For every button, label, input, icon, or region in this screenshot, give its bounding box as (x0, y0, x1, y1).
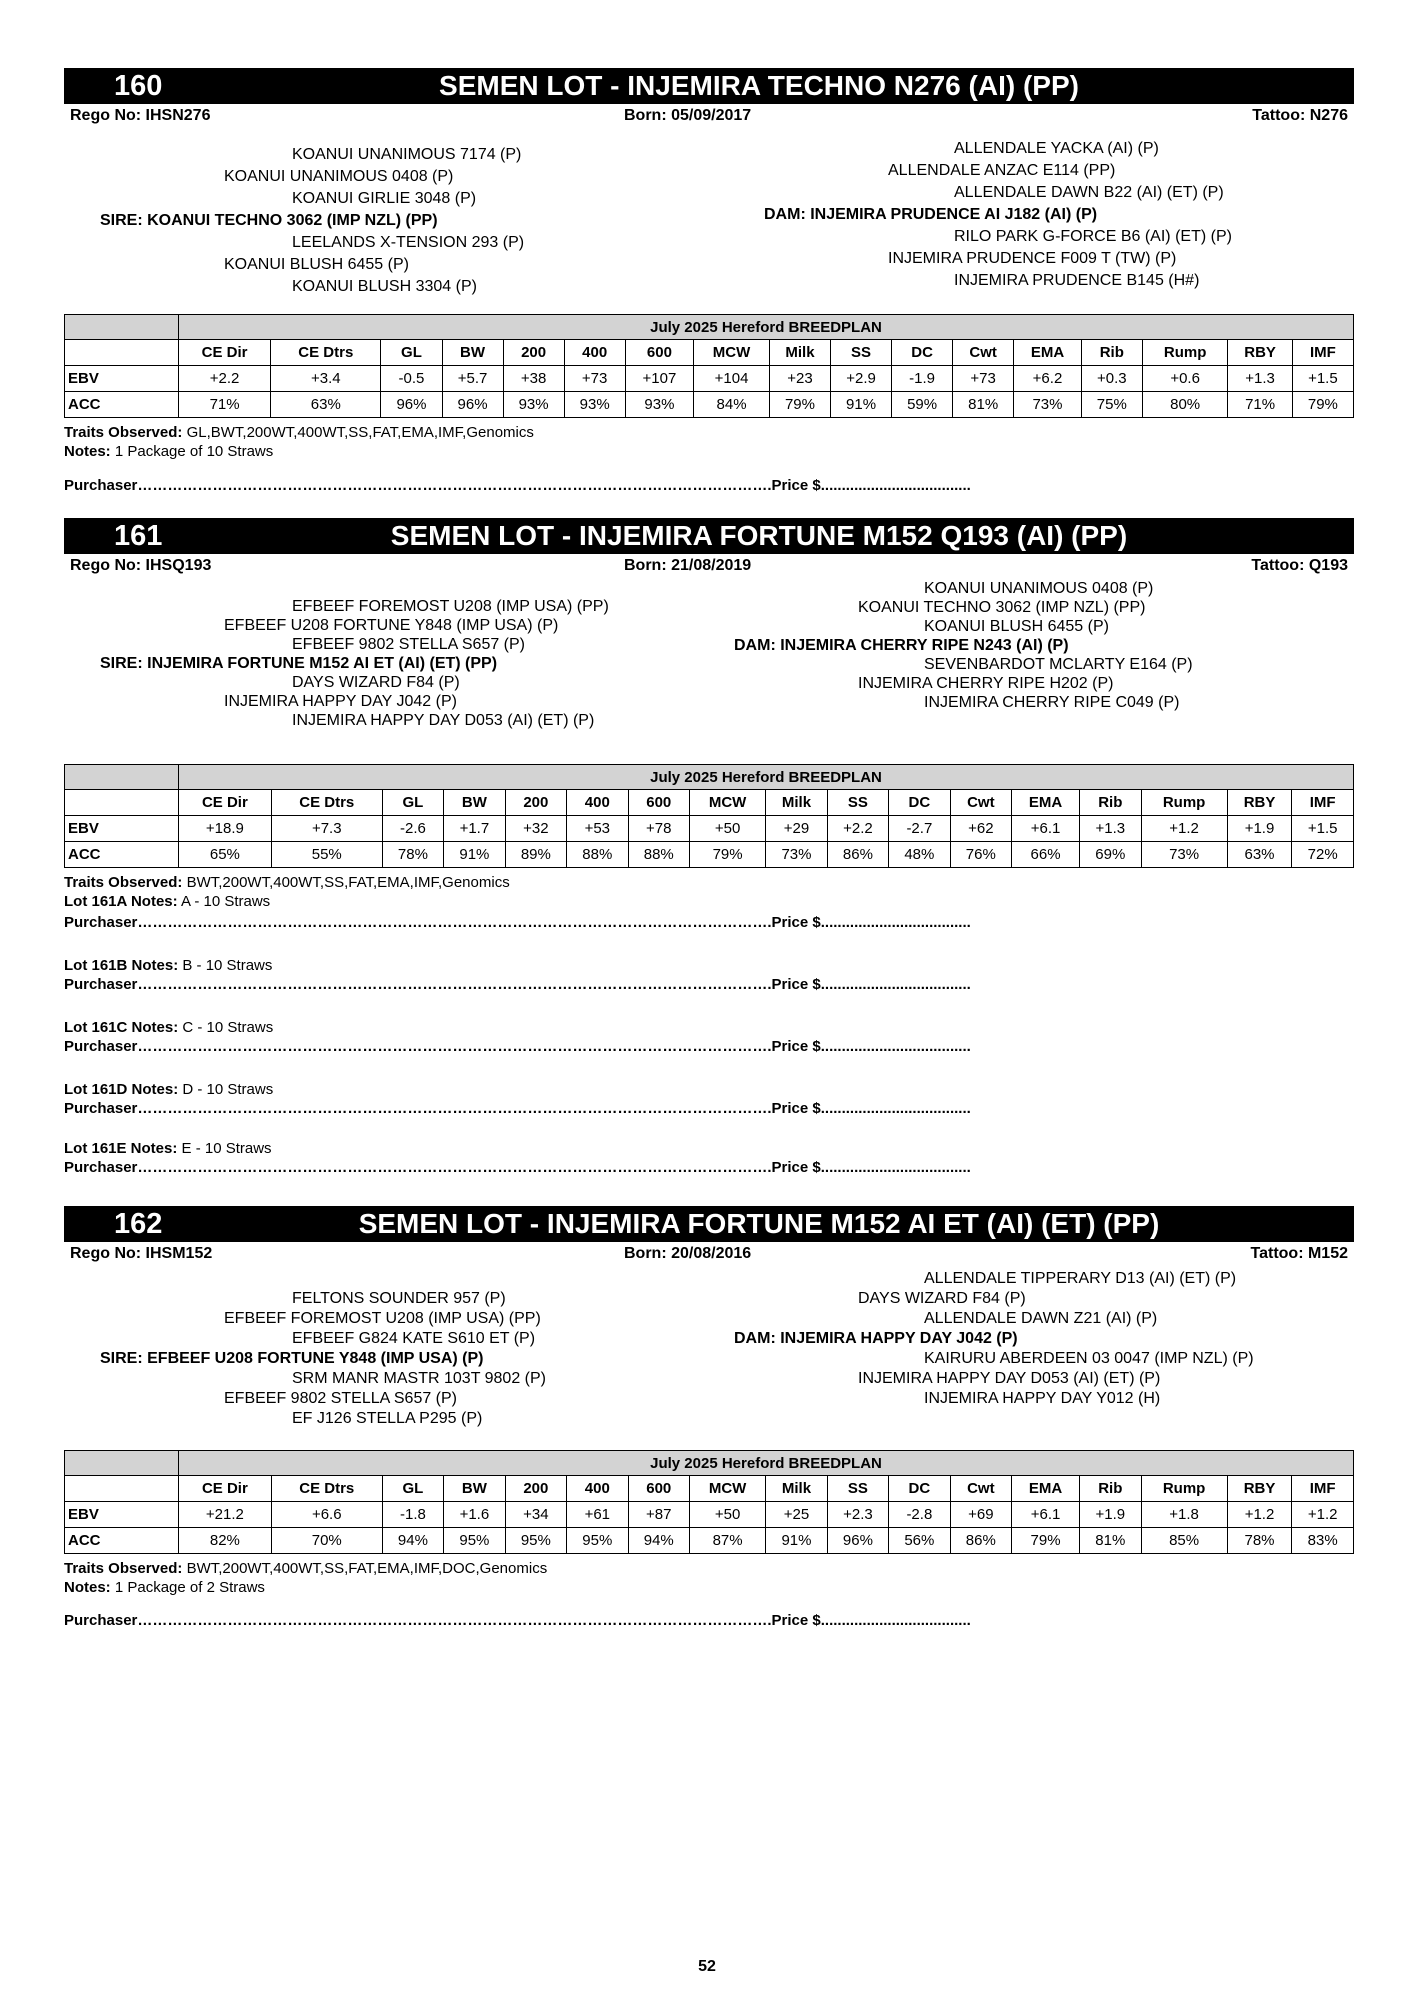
column-header-row (65, 1476, 1354, 1502)
sire-dam-sire: SRM MANR MASTR 103T 9802 (P) (292, 1370, 546, 1387)
lot-161 (64, 518, 1354, 1176)
acc-value: 79% (1012, 1528, 1080, 1554)
column-header: GL (382, 790, 443, 816)
column-header: CE Dir (179, 1476, 272, 1502)
acc-value: 55% (271, 842, 382, 868)
column-header: GL (381, 340, 442, 366)
acc-value: 76% (950, 842, 1011, 868)
sire-dam: EFBEEF 9802 STELLA S657 (P) (224, 1390, 458, 1407)
column-header: BW (442, 340, 503, 366)
acc-value: 80% (1142, 392, 1228, 418)
row-label: ACC (65, 842, 179, 868)
acc-value: 79% (1292, 392, 1353, 418)
blank-header (65, 340, 179, 366)
row-label: EBV (65, 816, 179, 842)
rego-number: Rego No: IHSQ193 (70, 557, 212, 574)
acc-row (65, 1528, 1354, 1554)
acc-value: 91% (766, 1528, 827, 1554)
column-header: Milk (766, 1476, 827, 1502)
ebv-value: -1.8 (382, 1502, 443, 1528)
notes: Notes: 1 Package of 2 Straws (64, 1579, 265, 1596)
corner-cell (65, 315, 179, 340)
acc-row (65, 842, 1354, 868)
ebv-value: +53 (567, 816, 628, 842)
purchaser-line: Purchaser……………………………………………………………………………………………………………….Price $.................................... (64, 1038, 971, 1055)
column-header: MCW (689, 1476, 765, 1502)
column-header: DC (889, 1476, 950, 1502)
sire-name: SIRE: EFBEEF U208 FORTUNE Y848 (IMP USA) (P) (100, 1350, 484, 1367)
column-header: CE Dtrs (271, 340, 381, 366)
row-label: ACC (65, 392, 179, 418)
sire-dam-dam: INJEMIRA HAPPY DAY D053 (AI) (ET) (P) (292, 712, 595, 729)
acc-value: 85% (1141, 1528, 1227, 1554)
column-header: 400 (567, 1476, 628, 1502)
dam-pedigree (734, 1270, 1354, 1410)
lot-info (64, 1242, 1354, 1264)
column-header: MCW (694, 340, 770, 366)
acc-value: 73% (1014, 392, 1082, 418)
acc-value: 95% (444, 1528, 505, 1554)
dam-name: DAM: INJEMIRA PRUDENCE AI J182 (AI) (P) (764, 206, 1098, 223)
ebv-value: +50 (689, 816, 765, 842)
acc-value: 70% (271, 1528, 382, 1554)
acc-value: 79% (769, 392, 830, 418)
acc-value: 78% (382, 842, 443, 868)
table-title: July 2025 Hereford BREEDPLAN (179, 1451, 1354, 1476)
ebv-value: +6.6 (271, 1502, 382, 1528)
sublot-e-notes: Lot 161E Notes: E - 10 Straws (64, 1140, 272, 1157)
dam-name: DAM: INJEMIRA HAPPY DAY J042 (P) (734, 1330, 1018, 1347)
notes: Notes: 1 Package of 10 Straws (64, 443, 274, 460)
acc-value: 93% (625, 392, 693, 418)
ebv-value: +2.9 (831, 366, 892, 392)
acc-value: 48% (889, 842, 950, 868)
column-header: EMA (1012, 790, 1080, 816)
acc-value: 81% (1080, 1528, 1141, 1554)
rego-number: Rego No: IHSM152 (70, 1245, 213, 1262)
sublot-c-notes: Lot 161C Notes: C - 10 Straws (64, 1019, 274, 1036)
tattoo: Tattoo: Q193 (1251, 557, 1348, 574)
purchaser-line: Purchaser……………………………………………………………………………………………………………….Price $.................................... (64, 976, 971, 993)
column-header: Cwt (953, 340, 1014, 366)
column-header: Rump (1142, 340, 1228, 366)
ebv-value: +50 (689, 1502, 765, 1528)
traits-observed: Traits Observed: BWT,200WT,400WT,SS,FAT,EMA,IMF,DOC,Genomics (64, 1560, 548, 1577)
sire-dam-sire: LEELANDS X-TENSION 293 (P) (292, 234, 525, 251)
ebv-value: +1.2 (1141, 816, 1227, 842)
ebv-value: +21.2 (179, 1502, 272, 1528)
dam-sire-sire: KOANUI UNANIMOUS 0408 (P) (924, 580, 1154, 597)
sire-sire: EFBEEF FOREMOST U208 (IMP USA) (PP) (224, 1310, 541, 1327)
lot-title: SEMEN LOT - INJEMIRA FORTUNE M152 Q193 (AI) (PP) (390, 520, 1128, 551)
column-header: Rump (1141, 1476, 1227, 1502)
acc-value: 72% (1292, 842, 1354, 868)
column-header: GL (382, 1476, 443, 1502)
sire-name: SIRE: INJEMIRA FORTUNE M152 AI ET (AI) (ET) (PP) (100, 655, 498, 672)
column-header: Cwt (950, 790, 1011, 816)
ebv-value: +1.6 (444, 1502, 505, 1528)
dam-sire-sire: ALLENDALE TIPPERARY D13 (AI) (ET) (P) (924, 1270, 1237, 1287)
ebv-value: +2.3 (827, 1502, 888, 1528)
ebv-value: +2.2 (179, 366, 271, 392)
ebv-value: +1.3 (1228, 366, 1292, 392)
lot-160 (64, 68, 1354, 494)
acc-row (65, 392, 1354, 418)
lot-title: SEMEN LOT - INJEMIRA TECHNO N276 (AI) (PP) (439, 70, 1079, 101)
ebv-value: +3.4 (271, 366, 381, 392)
acc-value: 94% (628, 1528, 689, 1554)
column-header: RBY (1227, 1476, 1292, 1502)
sire-sire-sire: EFBEEF FOREMOST U208 (IMP USA) (PP) (292, 598, 609, 615)
column-header: RBY (1228, 340, 1292, 366)
ebv-value: +87 (628, 1502, 689, 1528)
tattoo: Tattoo: N276 (1252, 107, 1348, 124)
dam-sire-sire: ALLENDALE YACKA (AI) (P) (954, 140, 1159, 157)
column-header: Milk (766, 790, 827, 816)
acc-value: 95% (567, 1528, 628, 1554)
lot-info (64, 104, 1354, 126)
ebv-value: +38 (503, 366, 564, 392)
lot-number: 161 (114, 520, 163, 552)
blank-header (65, 1476, 179, 1502)
acc-value: 63% (1227, 842, 1292, 868)
ebv-value: -1.9 (892, 366, 953, 392)
acc-value: 66% (1012, 842, 1080, 868)
column-header: MCW (689, 790, 765, 816)
acc-value: 83% (1292, 1528, 1354, 1554)
ebv-row (65, 816, 1354, 842)
dam-pedigree (734, 580, 1354, 720)
column-header: 600 (628, 790, 689, 816)
birth-date: Born: 21/08/2019 (624, 557, 752, 574)
sire-dam-dam: KOANUI BLUSH 3304 (P) (292, 278, 477, 295)
column-header: Rib (1080, 790, 1141, 816)
sublot-a-notes: Lot 161A Notes: A - 10 Straws (64, 893, 271, 910)
lot-info (64, 554, 1354, 576)
acc-value: 93% (564, 392, 625, 418)
ebv-value: +6.1 (1012, 1502, 1080, 1528)
ebv-value: +7.3 (271, 816, 382, 842)
dam-sire: KOANUI TECHNO 3062 (IMP NZL) (PP) (858, 599, 1146, 616)
column-header-row (65, 790, 1354, 816)
ebv-value: +18.9 (179, 816, 272, 842)
ebv-value: +23 (769, 366, 830, 392)
column-header: CE Dir (179, 790, 272, 816)
column-header: IMF (1292, 790, 1354, 816)
ebv-value: +25 (766, 1502, 827, 1528)
traits-observed: Traits Observed: GL,BWT,200WT,400WT,SS,FAT,EMA,IMF,Genomics (64, 424, 534, 441)
column-header: IMF (1292, 340, 1353, 366)
sublot-d-notes: Lot 161D Notes: D - 10 Straws (64, 1081, 274, 1098)
ebv-value: +1.2 (1227, 1502, 1292, 1528)
row-label: ACC (65, 1528, 179, 1554)
ebv-value: +1.9 (1227, 816, 1292, 842)
column-header: DC (889, 790, 950, 816)
ebv-value: +104 (694, 366, 770, 392)
sire-sire-sire: FELTONS SOUNDER 957 (P) (292, 1290, 506, 1307)
column-header: BW (444, 790, 505, 816)
column-header: IMF (1292, 1476, 1354, 1502)
acc-value: 88% (628, 842, 689, 868)
acc-value: 93% (503, 392, 564, 418)
sire-sire: KOANUI UNANIMOUS 0408 (P) (224, 168, 454, 185)
ebv-value: +0.3 (1081, 366, 1142, 392)
column-header: CE Dir (179, 340, 271, 366)
purchaser-line: Purchaser……………………………………………………………………………………………………………….Price $.................................... (64, 1100, 971, 1117)
sire-dam: KOANUI BLUSH 6455 (P) (224, 256, 409, 273)
ebv-value: +32 (505, 816, 566, 842)
dam-dam-sire: RILO PARK G-FORCE B6 (AI) (ET) (P) (954, 228, 1232, 245)
column-header: SS (831, 340, 892, 366)
ebv-value: +107 (625, 366, 693, 392)
sire-sire-sire: KOANUI UNANIMOUS 7174 (P) (292, 146, 522, 163)
table-title-row (65, 1451, 1354, 1476)
acc-value: 91% (831, 392, 892, 418)
lot-banner (64, 518, 1354, 554)
dam-dam: INJEMIRA CHERRY RIPE H202 (P) (858, 675, 1114, 692)
acc-value: 69% (1080, 842, 1141, 868)
column-header: SS (827, 790, 888, 816)
dam-sire: ALLENDALE ANZAC E114 (PP) (888, 162, 1116, 179)
acc-value: 95% (505, 1528, 566, 1554)
acc-value: 71% (179, 392, 271, 418)
acc-value: 73% (1141, 842, 1227, 868)
dam-dam-sire: KAIRURU ABERDEEN 03 0047 (IMP NZL) (P) (924, 1350, 1254, 1367)
ebv-value: +1.5 (1292, 366, 1353, 392)
column-header: Rib (1080, 1476, 1141, 1502)
blank-header (65, 790, 179, 816)
acc-value: 87% (689, 1528, 765, 1554)
ebv-value: +78 (628, 816, 689, 842)
acc-value: 82% (179, 1528, 272, 1554)
dam-dam: INJEMIRA PRUDENCE F009 T (TW) (P) (888, 250, 1177, 267)
dam-dam-dam: INJEMIRA HAPPY DAY Y012 (H) (924, 1390, 1161, 1407)
column-header: 200 (505, 1476, 566, 1502)
acc-value: 86% (827, 842, 888, 868)
ebv-value: +2.2 (827, 816, 888, 842)
table-title: July 2025 Hereford BREEDPLAN (179, 315, 1354, 340)
column-header: DC (892, 340, 953, 366)
tattoo: Tattoo: M152 (1250, 1245, 1348, 1262)
ebv-value: +1.3 (1080, 816, 1141, 842)
dam-sire-dam: KOANUI BLUSH 6455 (P) (924, 618, 1109, 635)
column-header: 600 (628, 1476, 689, 1502)
ebv-value: +62 (950, 816, 1011, 842)
column-header: 600 (625, 340, 693, 366)
sire-sire-dam: EFBEEF 9802 STELLA S657 (P) (292, 636, 526, 653)
ebv-value: +69 (950, 1502, 1011, 1528)
column-header: EMA (1014, 340, 1082, 366)
lot-title: SEMEN LOT - INJEMIRA FORTUNE M152 AI ET (AI) (ET) (PP) (358, 1208, 1160, 1239)
ebv-value: +5.7 (442, 366, 503, 392)
sire-pedigree (64, 146, 624, 306)
column-header: BW (444, 1476, 505, 1502)
ebv-value: +61 (567, 1502, 628, 1528)
dam-name: DAM: INJEMIRA CHERRY RIPE N243 (AI) (P) (734, 637, 1069, 654)
acc-value: 73% (766, 842, 827, 868)
acc-value: 79% (689, 842, 765, 868)
table-title: July 2025 Hereford BREEDPLAN (179, 765, 1354, 790)
lot-number: 160 (114, 70, 163, 102)
dam-dam-sire: SEVENBARDOT MCLARTY E164 (P) (924, 656, 1193, 673)
ebv-value: +1.8 (1141, 1502, 1227, 1528)
ebv-value: -2.7 (889, 816, 950, 842)
ebv-value: +29 (766, 816, 827, 842)
lot-banner (64, 1206, 1354, 1242)
ebv-value: +6.1 (1012, 816, 1080, 842)
sire-sire-dam: EFBEEF G824 KATE S610 ET (P) (292, 1330, 536, 1347)
column-header: SS (827, 1476, 888, 1502)
column-header-row (65, 340, 1354, 366)
column-header: 200 (505, 790, 566, 816)
ebv-value: -2.6 (382, 816, 443, 842)
ebv-value: +6.2 (1014, 366, 1082, 392)
row-label: EBV (65, 1502, 179, 1528)
dam-sire: DAYS WIZARD F84 (P) (858, 1290, 1026, 1307)
column-header: RBY (1227, 790, 1292, 816)
ebv-row (65, 1502, 1354, 1528)
breedplan-table (64, 314, 1354, 418)
table-title-row (65, 315, 1354, 340)
acc-value: 63% (271, 392, 381, 418)
column-header: CE Dtrs (271, 790, 382, 816)
sire-dam-sire: DAYS WIZARD F84 (P) (292, 674, 460, 691)
ebv-value: +1.5 (1292, 816, 1354, 842)
column-header: 400 (567, 790, 628, 816)
acc-value: 96% (442, 392, 503, 418)
traits-observed: Traits Observed: BWT,200WT,400WT,SS,FAT,EMA,IMF,Genomics (64, 874, 510, 891)
sire-dam-dam: EF J126 STELLA P295 (P) (292, 1410, 483, 1427)
page-number: 52 (698, 1958, 716, 1975)
purchaser-line: Purchaser……………………………………………………………………………………………………………….Price $.................................... (64, 914, 971, 931)
dam-dam-dam: INJEMIRA PRUDENCE B145 (H#) (954, 272, 1200, 289)
dam-sire-dam: ALLENDALE DAWN Z21 (AI) (P) (924, 1310, 1158, 1327)
sire-dam: INJEMIRA HAPPY DAY J042 (P) (224, 693, 457, 710)
acc-value: 71% (1228, 392, 1292, 418)
column-header: Rump (1141, 790, 1227, 816)
acc-value: 89% (505, 842, 566, 868)
column-header: Cwt (950, 1476, 1011, 1502)
ebv-value: +73 (564, 366, 625, 392)
purchaser-line: Purchaser……………………………………………………………………………………………………………….Price $.................................... (64, 1612, 971, 1629)
column-header: 400 (564, 340, 625, 366)
sire-sire-dam: KOANUI GIRLIE 3048 (P) (292, 190, 477, 207)
acc-value: 56% (889, 1528, 950, 1554)
ebv-value: +73 (953, 366, 1014, 392)
ebv-value: +0.6 (1142, 366, 1228, 392)
ebv-value: +1.2 (1292, 1502, 1354, 1528)
birth-date: Born: 20/08/2016 (624, 1245, 752, 1262)
lot-banner (64, 68, 1354, 104)
sire-name: SIRE: KOANUI TECHNO 3062 (IMP NZL) (PP) (100, 212, 438, 229)
acc-value: 91% (444, 842, 505, 868)
rego-number: Rego No: IHSN276 (70, 107, 211, 124)
acc-value: 84% (694, 392, 770, 418)
lot-number: 162 (114, 1208, 163, 1240)
table-title-row (65, 765, 1354, 790)
breedplan-table (64, 1450, 1354, 1554)
sire-sire: EFBEEF U208 FORTUNE Y848 (IMP USA) (P) (224, 617, 559, 634)
column-header: Milk (769, 340, 830, 366)
acc-value: 88% (567, 842, 628, 868)
sire-pedigree (64, 598, 624, 738)
ebv-value: +1.7 (444, 816, 505, 842)
lot-162 (64, 1206, 1354, 1629)
acc-value: 75% (1081, 392, 1142, 418)
acc-value: 78% (1227, 1528, 1292, 1554)
ebv-value: -0.5 (381, 366, 442, 392)
ebv-value: -2.8 (889, 1502, 950, 1528)
purchaser-line: Purchaser……………………………………………………………………………………………………………….Price $.................................... (64, 477, 971, 494)
dam-sire-dam: ALLENDALE DAWN B22 (AI) (ET) (P) (954, 184, 1224, 201)
ebv-row (65, 366, 1354, 392)
corner-cell (65, 1451, 179, 1476)
birth-date: Born: 05/09/2017 (624, 107, 752, 124)
column-header: CE Dtrs (271, 1476, 382, 1502)
sublot-b-notes: Lot 161B Notes: B - 10 Straws (64, 957, 273, 974)
breedplan-table (64, 764, 1354, 868)
dam-dam-dam: INJEMIRA CHERRY RIPE C049 (P) (924, 694, 1180, 711)
column-header: Rib (1081, 340, 1142, 366)
acc-value: 65% (179, 842, 272, 868)
acc-value: 86% (950, 1528, 1011, 1554)
corner-cell (65, 765, 179, 790)
ebv-value: +1.9 (1080, 1502, 1141, 1528)
sire-pedigree (64, 1290, 624, 1430)
ebv-value: +34 (505, 1502, 566, 1528)
row-label: EBV (65, 366, 179, 392)
acc-value: 96% (827, 1528, 888, 1554)
dam-dam: INJEMIRA HAPPY DAY D053 (AI) (ET) (P) (858, 1370, 1161, 1387)
acc-value: 94% (382, 1528, 443, 1554)
acc-value: 96% (381, 392, 442, 418)
purchaser-line: Purchaser……………………………………………………………………………………………………………….Price $.................................... (64, 1159, 971, 1176)
acc-value: 81% (953, 392, 1014, 418)
column-header: 200 (503, 340, 564, 366)
column-header: EMA (1012, 1476, 1080, 1502)
dam-pedigree (764, 140, 1354, 300)
acc-value: 59% (892, 392, 953, 418)
